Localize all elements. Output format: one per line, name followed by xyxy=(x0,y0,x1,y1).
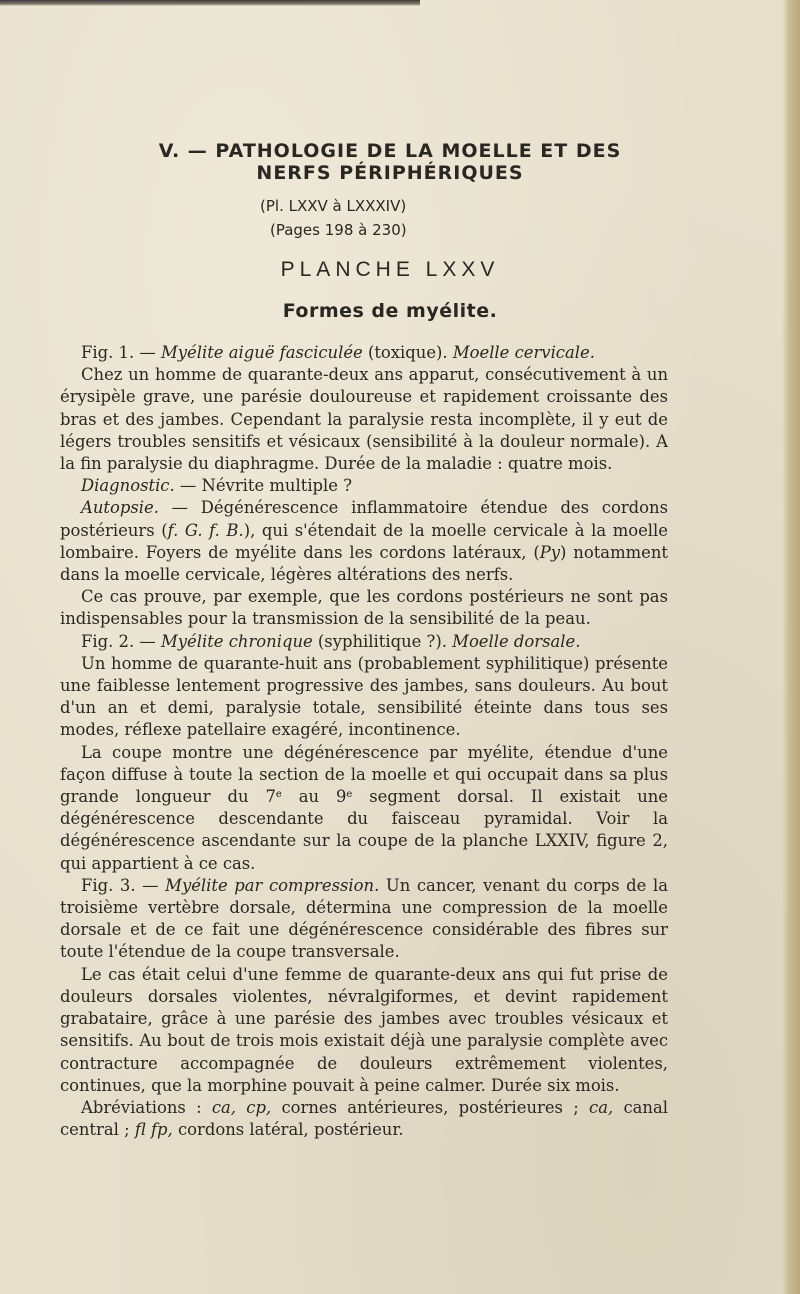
fig1-region: Moelle cervicale. xyxy=(452,343,595,362)
abbreviations: Abréviations : ca, cp, cornes antérieures, postérieures ; ca, canal central ; fl fp, cordons latéral, postérieur. xyxy=(60,1097,668,1140)
fig1-conclusion: Ce cas prouve, par exemple, que les cordons postérieurs ne sont pas indispensables pour la transmission de la sensibilité de la peau. xyxy=(60,587,668,629)
page-top-edge-shadow xyxy=(0,0,420,6)
fig1-diagnostic: Diagnostic. — Névrite multiple ? xyxy=(81,476,352,496)
planche-subtitle: Formes de myélite. xyxy=(282,300,498,322)
fig3-heading: Fig. 3. — Myélite par compression. Un cancer, venant du corps de la troisième vertèbre dorsale, détermina une compression de la moelle dorsale et de ce fait une dégénérescence considérable des fibres sur toute l'étendue de la coupe transversale. xyxy=(60,875,668,962)
chapter-heading xyxy=(60,140,720,184)
fig1-title: Myélite aiguë fasciculée xyxy=(160,343,363,362)
fig2-description: Un homme de quarante-huit ans (probablement syphilitique) présente une faiblesse lentement progressive des jambes, sans douleurs. Au bout d'un an et demi, paralysie totale, sensibilité éteinte dans tous ses modes, réflexe patellaire exagéré, incontinence. xyxy=(60,653,668,740)
planche-title: PLANCHE LXXV xyxy=(280,258,500,281)
fig2-title: Myélite chronique xyxy=(160,631,313,651)
chapter-title-line2: NERFS PÉRIPHÉRIQUES xyxy=(256,162,524,184)
fig3-case: Le cas était celui d'une femme de quarante-deux ans qui fut prise de douleurs dorsales violentes, névralgiformes, et devint rapidement grabataire, grâce à une parésie des jambes avec troubles vésicaux et sensitifs. Au bout de trois mois existait déjà une paralysie complète avec contracture accompagnée de douleurs extrêmement violentes, continues, que la morphine pouvait à peine calmer. Durée six mois. xyxy=(60,964,668,1095)
chapter-title-line1: V. — PATHOLOGIE DE LA MOELLE ET DES xyxy=(158,140,622,162)
fig2-heading: Fig. 2. — Myélite chronique (syphilitique ?). Moelle dorsale. xyxy=(81,631,581,651)
fig1-autopsy: Autopsie. — Dégénérescence inflammatoire étendue des cordons postérieurs (f. G. f. B.), qui s'étendait de la moelle cervicale à la moelle lombaire. Foyers de myélite dans les cordons latéraux, (Py) notamment dans la moelle cervicale, légères altérations des nerfs. xyxy=(60,498,668,585)
fig1-heading: Fig. 1. — Myélite aiguë fasciculée (toxique). Moelle cervicale. xyxy=(81,343,595,362)
fig1-description: Chez un homme de quarante-deux ans apparut, consécutivement à un érysipèle grave, une parésie douloureuse et rapidement croissante des bras et des jambes. Cependant la paralysie resta incomplète, il y eut de légers troubles sensitifs et vésicaux (sensibilité à la douleur normale). A la fin paralysie du diaphragme. Durée de la maladie : quatre mois. xyxy=(60,365,668,474)
body-text xyxy=(60,342,668,1141)
fig3-title: Myélite par compression. xyxy=(165,875,380,895)
fig2-section: La coupe montre une dégénérescence par myélite, étendue d'une façon diffuse à toute la section de la moelle et qui occupait dans sa plus grande longueur du 7e au 9e segment dorsal. Il existait une dégénérescence descendante du faisceau pyramidal. Voir la dégénérescence ascendante sur la coupe de la planche LXXIV, figure 2, qui appartient à ce cas. xyxy=(60,742,669,873)
plate-range xyxy=(260,194,460,242)
page-numbers: (Pages 198 à 230) xyxy=(270,221,407,239)
page-right-edge-shadow xyxy=(782,0,800,1294)
plate-numbers: (Pl. LXXV à LXXXIV) xyxy=(260,197,407,215)
fig2-region: Moelle dorsale. xyxy=(452,631,581,651)
